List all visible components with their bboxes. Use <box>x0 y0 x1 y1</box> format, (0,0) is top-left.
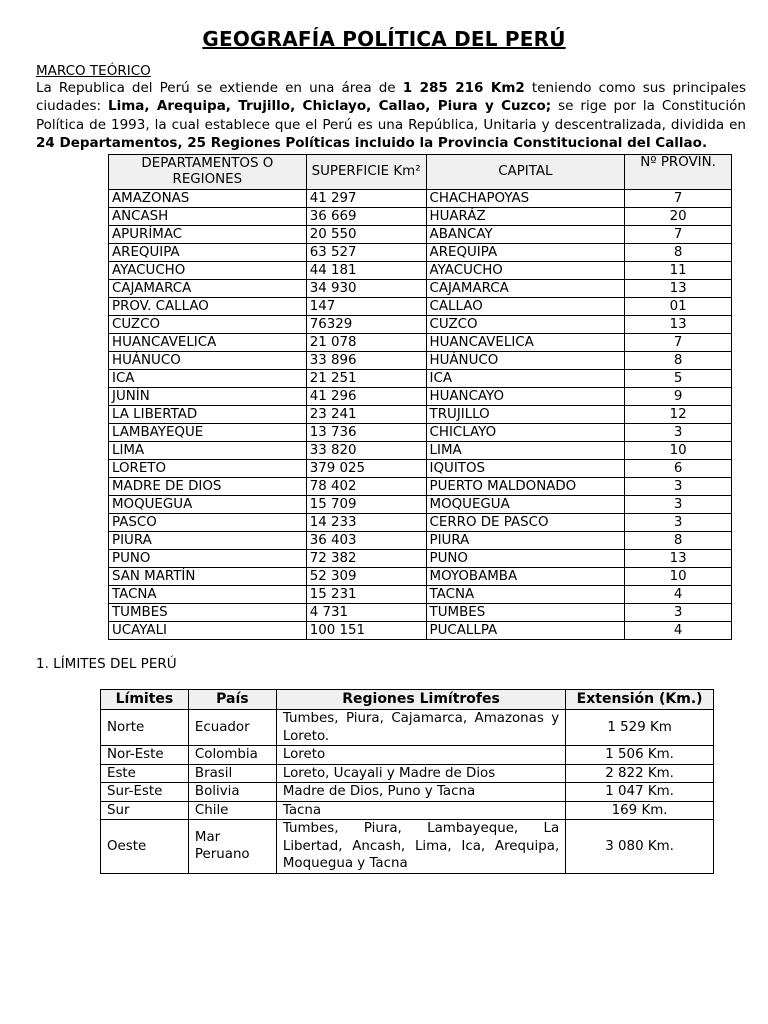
cell-superficie: 78 402 <box>306 478 426 496</box>
page-title: GEOGRAFÍA POLÍTICA DEL PERÚ <box>202 27 566 51</box>
cell-capital: ABANCAY <box>426 226 625 244</box>
cell-superficie: 36 669 <box>306 208 426 226</box>
cell-capital: IQUITOS <box>426 460 625 478</box>
cell-pais: Brasil <box>188 764 276 783</box>
table-row <box>109 586 732 604</box>
cell-departamento: CUZCO <box>109 316 307 334</box>
cell-capital: CHACHAPOYAS <box>426 190 625 208</box>
intro-text-3: se rige por la Constitución Política de 1993, la cual establece que el Perú es una República, Unitaria y descentralizada, dividida en <box>36 98 746 133</box>
cell-capital: HUANCAYO <box>426 388 625 406</box>
cell-capital: ICA <box>426 370 625 388</box>
cell-provincias: 7 <box>625 334 732 352</box>
cell-capital: PIURA <box>426 532 625 550</box>
table-row <box>109 532 732 550</box>
table-row <box>109 352 732 370</box>
limits-table <box>100 689 714 874</box>
cell-provincias: 8 <box>625 244 732 262</box>
cell-departamento: ANCASH <box>109 208 307 226</box>
cell-departamento: UCAYALI <box>109 622 307 640</box>
cell-superficie: 52 309 <box>306 568 426 586</box>
cell-capital: LIMA <box>426 442 625 460</box>
cell-regiones: Loreto, Ucayali y Madre de Dios <box>276 764 565 783</box>
cell-departamento: HUÁNUCO <box>109 352 307 370</box>
cell-provincias: 11 <box>625 262 732 280</box>
cell-extension: 1 529 Km <box>566 710 714 746</box>
cell-departamento: SAN MARTÍN <box>109 568 307 586</box>
intro-area: 1 285 216 Km2 <box>402 80 525 96</box>
intro-cities: Lima, Arequipa, Trujillo, Chiclayo, Callao, Piura y Cuzco; <box>107 98 552 115</box>
table-row <box>101 764 714 783</box>
cell-regiones: Tumbes, Piura, Cajamarca, Amazonas y Loreto. <box>276 710 565 746</box>
departments-table <box>108 154 732 640</box>
cell-capital: TACNA <box>426 586 625 604</box>
header-superficie: SUPERFICIE Km² <box>306 155 426 190</box>
table-row <box>101 783 714 802</box>
cell-limite: Norte <box>101 710 189 746</box>
cell-pais: Bolivia <box>188 783 276 802</box>
table-row <box>109 460 732 478</box>
cell-pais: Colombia <box>188 746 276 765</box>
table-row <box>109 316 732 334</box>
cell-provincias: 10 <box>625 568 732 586</box>
cell-superficie: 15 231 <box>306 586 426 604</box>
cell-departamento: PUNO <box>109 550 307 568</box>
header-pais: País <box>188 690 276 710</box>
header-limites: Límites <box>101 690 189 710</box>
intro-division: 24 Departamentos, 25 Regiones Políticas incluido la Provincia Constitucional del Callao. <box>36 134 708 151</box>
table-row <box>109 622 732 640</box>
cell-departamento: MOQUEGUA <box>109 496 307 514</box>
cell-superficie: 34 930 <box>306 280 426 298</box>
cell-superficie: 72 382 <box>306 550 426 568</box>
cell-regiones: Madre de Dios, Puno y Tacna <box>276 783 565 802</box>
table-header-row <box>101 690 714 710</box>
cell-departamento: TACNA <box>109 586 307 604</box>
table-row <box>101 820 714 874</box>
table-row <box>109 280 732 298</box>
cell-regiones: Loreto <box>276 746 565 765</box>
table-row <box>109 568 732 586</box>
cell-provincias: 8 <box>625 532 732 550</box>
cell-capital: HUÁNUCO <box>426 352 625 370</box>
cell-superficie: 63 527 <box>306 244 426 262</box>
cell-capital: CHICLAYO <box>426 424 625 442</box>
cell-departamento: AYACUCHO <box>109 262 307 280</box>
table-row <box>101 801 714 820</box>
cell-superficie: 23 241 <box>306 406 426 424</box>
cell-limite: Sur-Este <box>101 783 189 802</box>
cell-departamento: LA LIBERTAD <box>109 406 307 424</box>
cell-provincias: 13 <box>625 550 732 568</box>
cell-departamento: LAMBAYEQUE <box>109 424 307 442</box>
cell-superficie: 20 550 <box>306 226 426 244</box>
cell-departamento: PIURA <box>109 532 307 550</box>
header-provincias: Nº PROVIN. <box>625 155 732 190</box>
cell-provincias: 4 <box>625 622 732 640</box>
cell-departamento: PASCO <box>109 514 307 532</box>
table-row <box>109 442 732 460</box>
cell-capital: MOYOBAMBA <box>426 568 625 586</box>
cell-provincias: 20 <box>625 208 732 226</box>
table-row <box>109 514 732 532</box>
cell-provincias: 3 <box>625 496 732 514</box>
cell-departamento: JUNÍN <box>109 388 307 406</box>
table-row <box>109 244 732 262</box>
cell-capital: PUERTO MALDONADO <box>426 478 625 496</box>
cell-pais: Mar Peruano <box>188 820 276 874</box>
cell-superficie: 36 403 <box>306 532 426 550</box>
cell-capital: AREQUIPA <box>426 244 625 262</box>
cell-capital: CALLAO <box>426 298 625 316</box>
cell-departamento: CAJAMARCA <box>109 280 307 298</box>
cell-provincias: 3 <box>625 478 732 496</box>
table-row <box>109 604 732 622</box>
cell-provincias: 12 <box>625 406 732 424</box>
cell-departamento: PROV. CALLAO <box>109 298 307 316</box>
cell-capital: CUZCO <box>426 316 625 334</box>
cell-superficie: 21 251 <box>306 370 426 388</box>
cell-departamento: LORETO <box>109 460 307 478</box>
cell-regiones: Tumbes, Piura, Lambayeque, La Libertad, Ancash, Lima, Ica, Arequipa, Moquegua y Tacna <box>276 820 565 874</box>
cell-provincias: 9 <box>625 388 732 406</box>
cell-capital: CAJAMARCA <box>426 280 625 298</box>
cell-superficie: 21 078 <box>306 334 426 352</box>
section-heading-limites: 1. LÍMITES DEL PERÚ <box>36 656 177 672</box>
cell-provincias: 7 <box>625 226 732 244</box>
table-row <box>101 710 714 746</box>
header-regiones: Regiones Limítrofes <box>276 690 565 710</box>
cell-provincias: 3 <box>625 424 732 442</box>
cell-limite: Oeste <box>101 820 189 874</box>
intro-paragraph <box>36 79 746 152</box>
cell-extension: 3 080 Km. <box>566 820 714 874</box>
departments-table-body <box>109 190 732 640</box>
intro-text-2: teniendo como sus principales ciudades: <box>36 80 747 115</box>
cell-pais: Chile <box>188 801 276 820</box>
cell-provincias: 13 <box>625 316 732 334</box>
header-capital: CAPITAL <box>426 155 625 190</box>
cell-capital: PUNO <box>426 550 625 568</box>
section-heading-marco: MARCO TEÓRICO <box>36 63 151 79</box>
cell-provincias: 5 <box>625 370 732 388</box>
cell-pais: Ecuador <box>188 710 276 746</box>
cell-provincias: 13 <box>625 280 732 298</box>
cell-provincias: 7 <box>625 190 732 208</box>
cell-departamento: AREQUIPA <box>109 244 307 262</box>
table-row <box>109 496 732 514</box>
cell-departamento: HUANCAVELICA <box>109 334 307 352</box>
cell-departamento: AMAZONAS <box>109 190 307 208</box>
table-row <box>109 406 732 424</box>
table-row <box>109 478 732 496</box>
cell-superficie: 13 736 <box>306 424 426 442</box>
cell-capital: TRUJILLO <box>426 406 625 424</box>
cell-superficie: 41 297 <box>306 190 426 208</box>
header-departamentos: DEPARTAMENTOS O REGIONES <box>109 155 307 190</box>
table-row <box>109 190 732 208</box>
cell-limite: Este <box>101 764 189 783</box>
cell-superficie: 100 151 <box>306 622 426 640</box>
cell-provincias: 8 <box>625 352 732 370</box>
cell-superficie: 4 731 <box>306 604 426 622</box>
cell-superficie: 147 <box>306 298 426 316</box>
cell-departamento: LIMA <box>109 442 307 460</box>
cell-superficie: 41 296 <box>306 388 426 406</box>
cell-superficie: 33 896 <box>306 352 426 370</box>
table-row <box>109 226 732 244</box>
cell-superficie: 44 181 <box>306 262 426 280</box>
cell-superficie: 15 709 <box>306 496 426 514</box>
cell-capital: AYACUCHO <box>426 262 625 280</box>
cell-superficie: 14 233 <box>306 514 426 532</box>
table-row <box>109 208 732 226</box>
limits-table-body <box>101 710 714 874</box>
cell-extension: 1 506 Km. <box>566 746 714 765</box>
cell-departamento: ICA <box>109 370 307 388</box>
table-row <box>109 370 732 388</box>
cell-provincias: 4 <box>625 586 732 604</box>
cell-regiones: Tacna <box>276 801 565 820</box>
table-row <box>101 746 714 765</box>
cell-superficie: 379 025 <box>306 460 426 478</box>
cell-capital: CERRO DE PASCO <box>426 514 625 532</box>
cell-limite: Sur <box>101 801 189 820</box>
table-row <box>109 424 732 442</box>
cell-extension: 2 822 Km. <box>566 764 714 783</box>
header-extension: Extensión (Km.) <box>566 690 714 710</box>
cell-provincias: 10 <box>625 442 732 460</box>
table-row <box>109 550 732 568</box>
cell-provincias: 01 <box>625 298 732 316</box>
cell-provincias: 3 <box>625 514 732 532</box>
cell-superficie: 76329 <box>306 316 426 334</box>
table-row <box>109 298 732 316</box>
cell-limite: Nor-Este <box>101 746 189 765</box>
cell-superficie: 33 820 <box>306 442 426 460</box>
table-header-row <box>109 155 732 190</box>
cell-departamento: MADRE DE DIOS <box>109 478 307 496</box>
cell-provincias: 3 <box>625 604 732 622</box>
cell-capital: PUCALLPA <box>426 622 625 640</box>
cell-capital: TUMBES <box>426 604 625 622</box>
cell-capital: HUARÁZ <box>426 208 625 226</box>
cell-departamento: APURÍMAC <box>109 226 307 244</box>
cell-departamento: TUMBES <box>109 604 307 622</box>
intro-text-1: La Republica del Perú se extiende en una área de <box>36 80 403 96</box>
cell-capital: MOQUEGUA <box>426 496 625 514</box>
cell-extension: 169 Km. <box>566 801 714 820</box>
cell-provincias: 6 <box>625 460 732 478</box>
table-row <box>109 388 732 406</box>
table-row <box>109 262 732 280</box>
table-row <box>109 334 732 352</box>
cell-capital: HUANCAVELICA <box>426 334 625 352</box>
cell-extension: 1 047 Km. <box>566 783 714 802</box>
